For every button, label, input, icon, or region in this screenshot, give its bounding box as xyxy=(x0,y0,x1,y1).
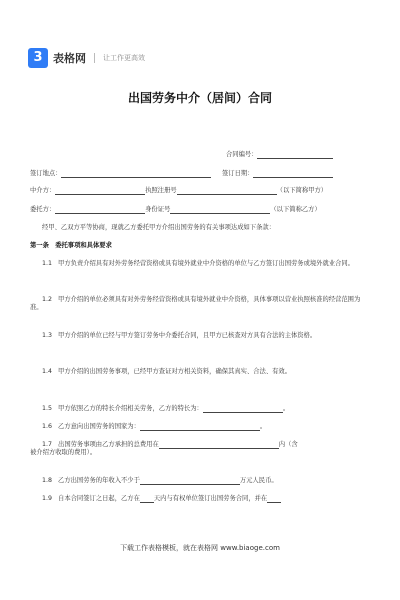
contract-no-row xyxy=(226,151,333,159)
income-blank[interactable] xyxy=(140,477,240,485)
clause-number: 1.1 xyxy=(42,260,53,267)
page-footer: 下载工作表格模板，就在表格网 www.biaoge.com xyxy=(120,544,280,552)
party-b-blank[interactable] xyxy=(55,206,145,214)
country-blank[interactable] xyxy=(140,423,260,431)
clause-text: 乙方出国劳务的年收入不少于 xyxy=(58,477,140,484)
clause-text: 甲方介绍的出国劳务事项，已经甲方查证对方相关资料，确保其真实、合法、有效。 xyxy=(58,368,291,375)
clause-number: 1.4 xyxy=(42,368,53,375)
clause-number: 1.8 xyxy=(42,477,53,484)
clause-number: 1.9 xyxy=(42,495,53,502)
clause-1-7 xyxy=(30,441,368,457)
specialty-blank[interactable] xyxy=(203,405,283,413)
party-a-label: 中介方： xyxy=(30,187,56,194)
sign-date-label: 签订日期： xyxy=(222,170,254,177)
clause-text: 甲方介绍的单位必须具有对外劳务经营资格或具有境外就业中介资格，具体事项以营业执照核准的经营范围为准。 xyxy=(30,296,361,311)
brand-slogan: 让工作更高效 xyxy=(103,54,145,62)
party-a-note: （以下简称甲方） xyxy=(276,187,328,194)
party-a-blank[interactable] xyxy=(55,187,145,195)
clause-text: 出国劳务事项由乙方承担的总费用在 xyxy=(58,441,159,448)
party-b-row xyxy=(30,206,321,214)
total-fee-blank[interactable] xyxy=(159,441,279,449)
clause-number: 1.3 xyxy=(42,332,53,339)
clause-text: 乙方意向出国劳务的国家为： xyxy=(58,423,140,430)
clause-text-mid: 天内与有权单位签订出国劳务合同，并在 xyxy=(153,495,268,502)
brand-name[interactable]: 表格网 xyxy=(53,52,86,65)
clause-number: 1.7 xyxy=(42,441,53,448)
clause-text-end: 被介绍方收取的费用）。 xyxy=(30,449,97,456)
clause-text-mid: 内（含 xyxy=(278,441,298,448)
clause-number: 1.6 xyxy=(42,423,53,430)
clause-1-8 xyxy=(30,477,368,485)
clause-text-end: 。 xyxy=(282,405,290,412)
sign-place-blank[interactable] xyxy=(61,170,211,178)
contract-no-blank[interactable] xyxy=(257,151,333,159)
clause-text-end: 万元人民币。 xyxy=(239,477,278,484)
party-b-note: （以下简称乙方） xyxy=(270,206,321,213)
brand-header xyxy=(28,48,145,68)
brand-divider xyxy=(94,53,95,63)
license-no-label: 执照注册号 xyxy=(145,187,177,194)
contract-no-label: 合同编号： xyxy=(226,151,258,158)
sign-date-blank[interactable] xyxy=(253,170,333,178)
intro-paragraph: 经甲、乙双方平等协商，现就乙方委托甲方介绍出国劳务的有关事项达成如下条款： xyxy=(42,224,275,231)
clause-number: 1.2 xyxy=(42,296,53,303)
sign-place-row xyxy=(30,170,211,178)
days-blank[interactable] xyxy=(140,495,154,503)
sign-date-row xyxy=(222,170,333,178)
clause-1-4 xyxy=(30,368,368,376)
section-1-heading: 第一条 委托事项和具体要求 xyxy=(30,242,112,249)
clause-1-5 xyxy=(30,405,368,413)
license-no-blank[interactable] xyxy=(177,187,277,195)
clause-1-2 xyxy=(30,296,368,312)
deadline-blank[interactable] xyxy=(267,495,281,503)
clause-number: 1.5 xyxy=(42,405,53,412)
clause-text: 甲方依照乙方的特长介绍相关劳务，乙方的特长为： xyxy=(58,405,203,412)
biaoge-logo-icon[interactable]: 3 xyxy=(28,48,48,68)
sign-place-label: 签订地点： xyxy=(30,170,62,177)
clause-1-3 xyxy=(30,332,368,340)
document-title: 出国劳务中介（居间）合同 xyxy=(127,91,272,105)
clause-1-9 xyxy=(30,495,368,503)
clause-text-end: 。 xyxy=(259,423,267,430)
clause-1-1 xyxy=(30,260,368,268)
clause-text: 甲方负责介绍具有对外劳务经营资格或具有境外就业中介资格的单位与乙方签订出国劳务或境外就业合同。 xyxy=(58,260,354,267)
clause-text: 甲方介绍的单位已经与甲方签订劳务中介委托合同，且甲方已核查对方具有合法的主体资格。 xyxy=(58,332,317,339)
party-a-row xyxy=(30,187,327,195)
id-no-blank[interactable] xyxy=(170,206,270,214)
party-b-label: 委托方： xyxy=(30,206,56,213)
id-no-label: 身份证号 xyxy=(145,206,171,213)
clause-text: 自本合同签订之日起，乙方在 xyxy=(58,495,140,502)
clause-1-6 xyxy=(30,423,368,431)
